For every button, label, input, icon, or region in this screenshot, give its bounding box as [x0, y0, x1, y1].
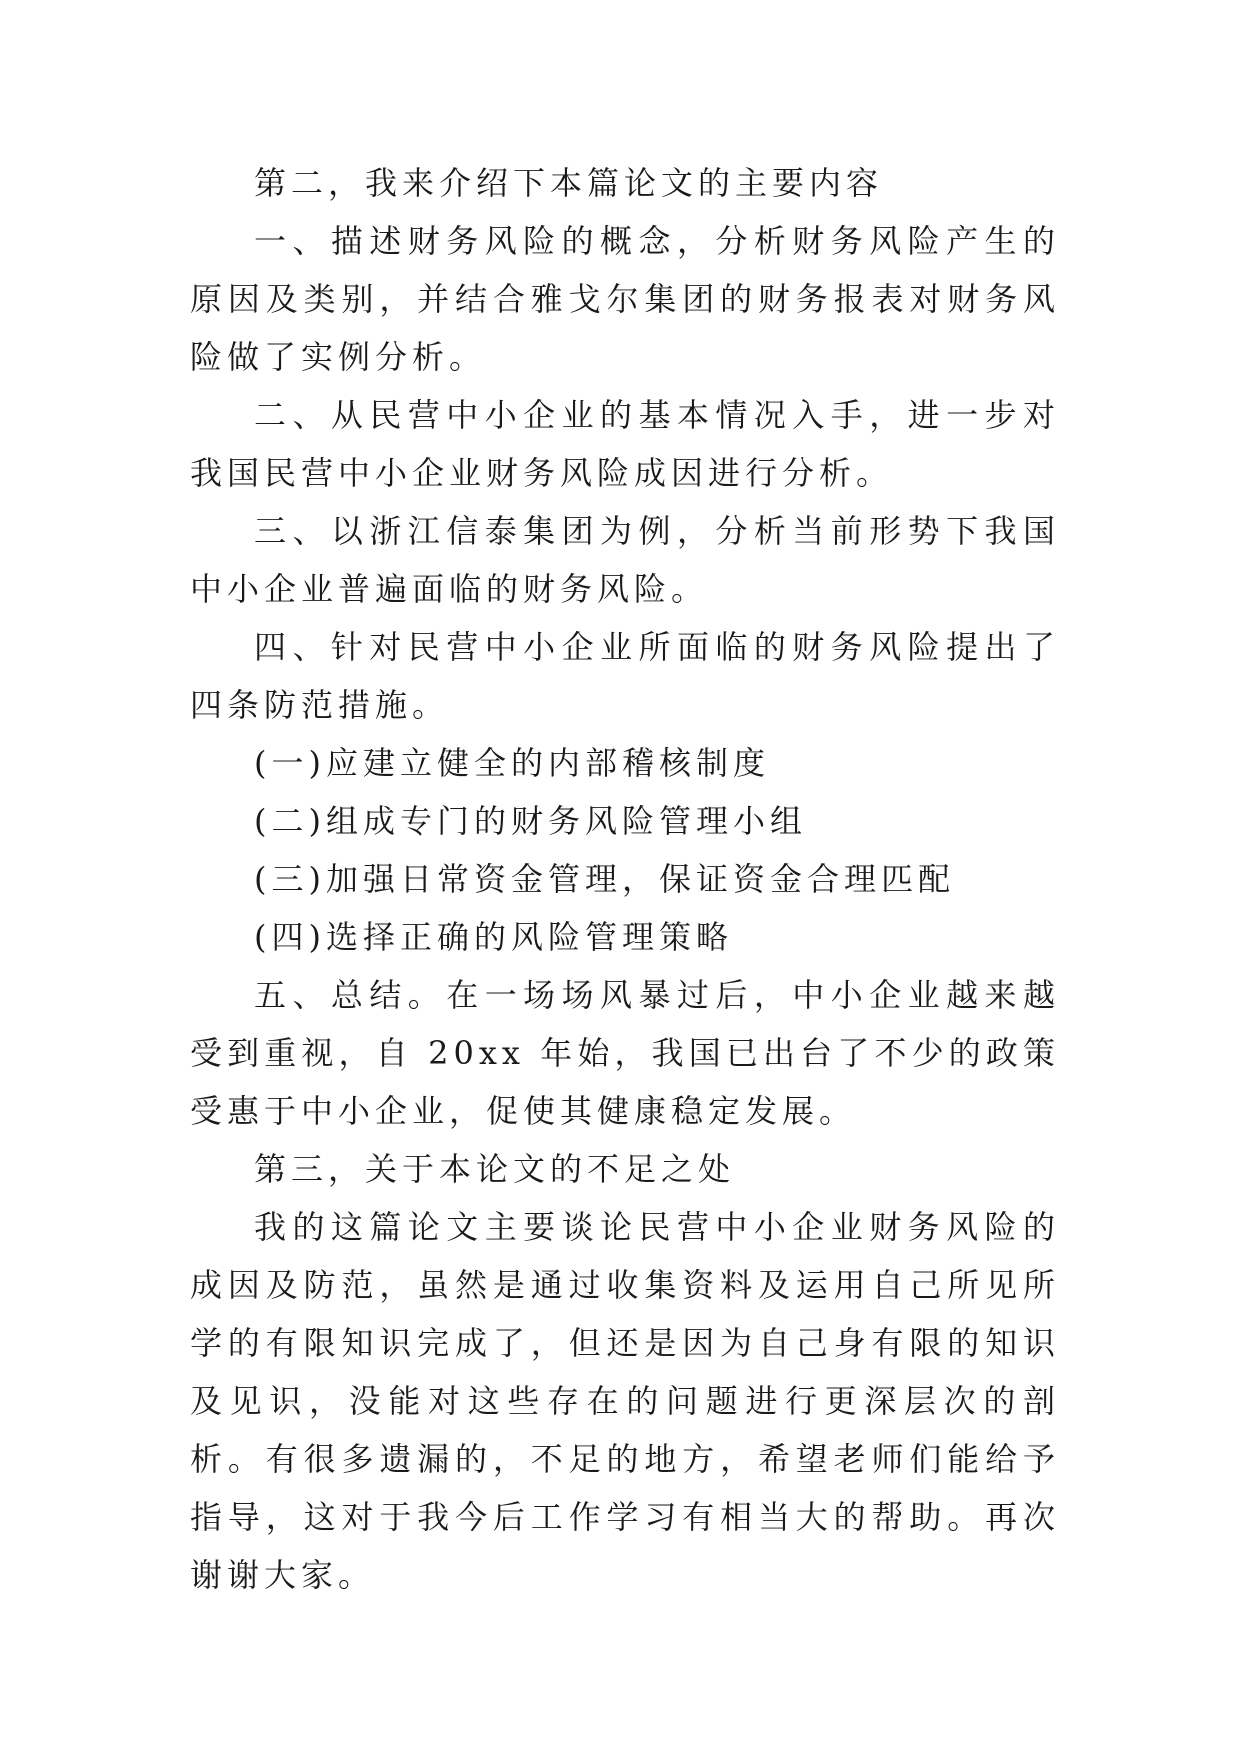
paragraph-section-three-heading: 第三，关于本论文的不足之处	[254, 1150, 736, 1188]
paragraph-item-four: 四、针对民营中小企业所面临的财务风险提出了四条防范措施。	[190, 628, 1060, 724]
document-body	[190, 154, 1060, 1604]
paragraph-section-two-heading: 第二，我来介绍下本篇论文的主要内容	[254, 164, 884, 202]
paragraph-measure-one: (一)应建立健全的内部稽核制度	[254, 744, 770, 782]
paragraph-item-one: 一、描述财务风险的概念，分析财务风险产生的原因及类别，并结合雅戈尔集团的财务报表对财务风险做了实例分析。	[190, 222, 1060, 376]
paragraph-measure-two: (二)组成专门的财务风险管理小组	[254, 802, 807, 840]
paragraph-item-five: 五、总结。在一场场风暴过后，中小企业越来越受到重视，自 20xx 年始，我国已出台了不少的政策受惠于中小企业，促使其健康稳定发展。	[190, 976, 1060, 1130]
paragraph-item-three: 三、以浙江信泰集团为例，分析当前形势下我国中小企业普遍面临的财务风险。	[190, 512, 1060, 608]
paragraph-measure-three: (三)加强日常资金管理，保证资金合理匹配	[254, 860, 955, 898]
paragraph-shortcomings: 我的这篇论文主要谈论民营中小企业财务风险的成因及防范，虽然是通过收集资料及运用自己所见所学的有限知识完成了，但还是因为自己身有限的知识及见识，没能对这些存在的问题进行更深层次的剖析。有很多遗漏的，不足的地方，希望老师们能给予指导，这对于我今后工作学习有相当大的帮助。再次谢谢大家。	[190, 1208, 1060, 1594]
paragraph-item-two: 二、从民营中小企业的基本情况入手，进一步对我国民营中小企业财务风险成因进行分析。	[190, 396, 1060, 492]
paragraph-measure-four: (四)选择正确的风险管理策略	[254, 918, 733, 956]
